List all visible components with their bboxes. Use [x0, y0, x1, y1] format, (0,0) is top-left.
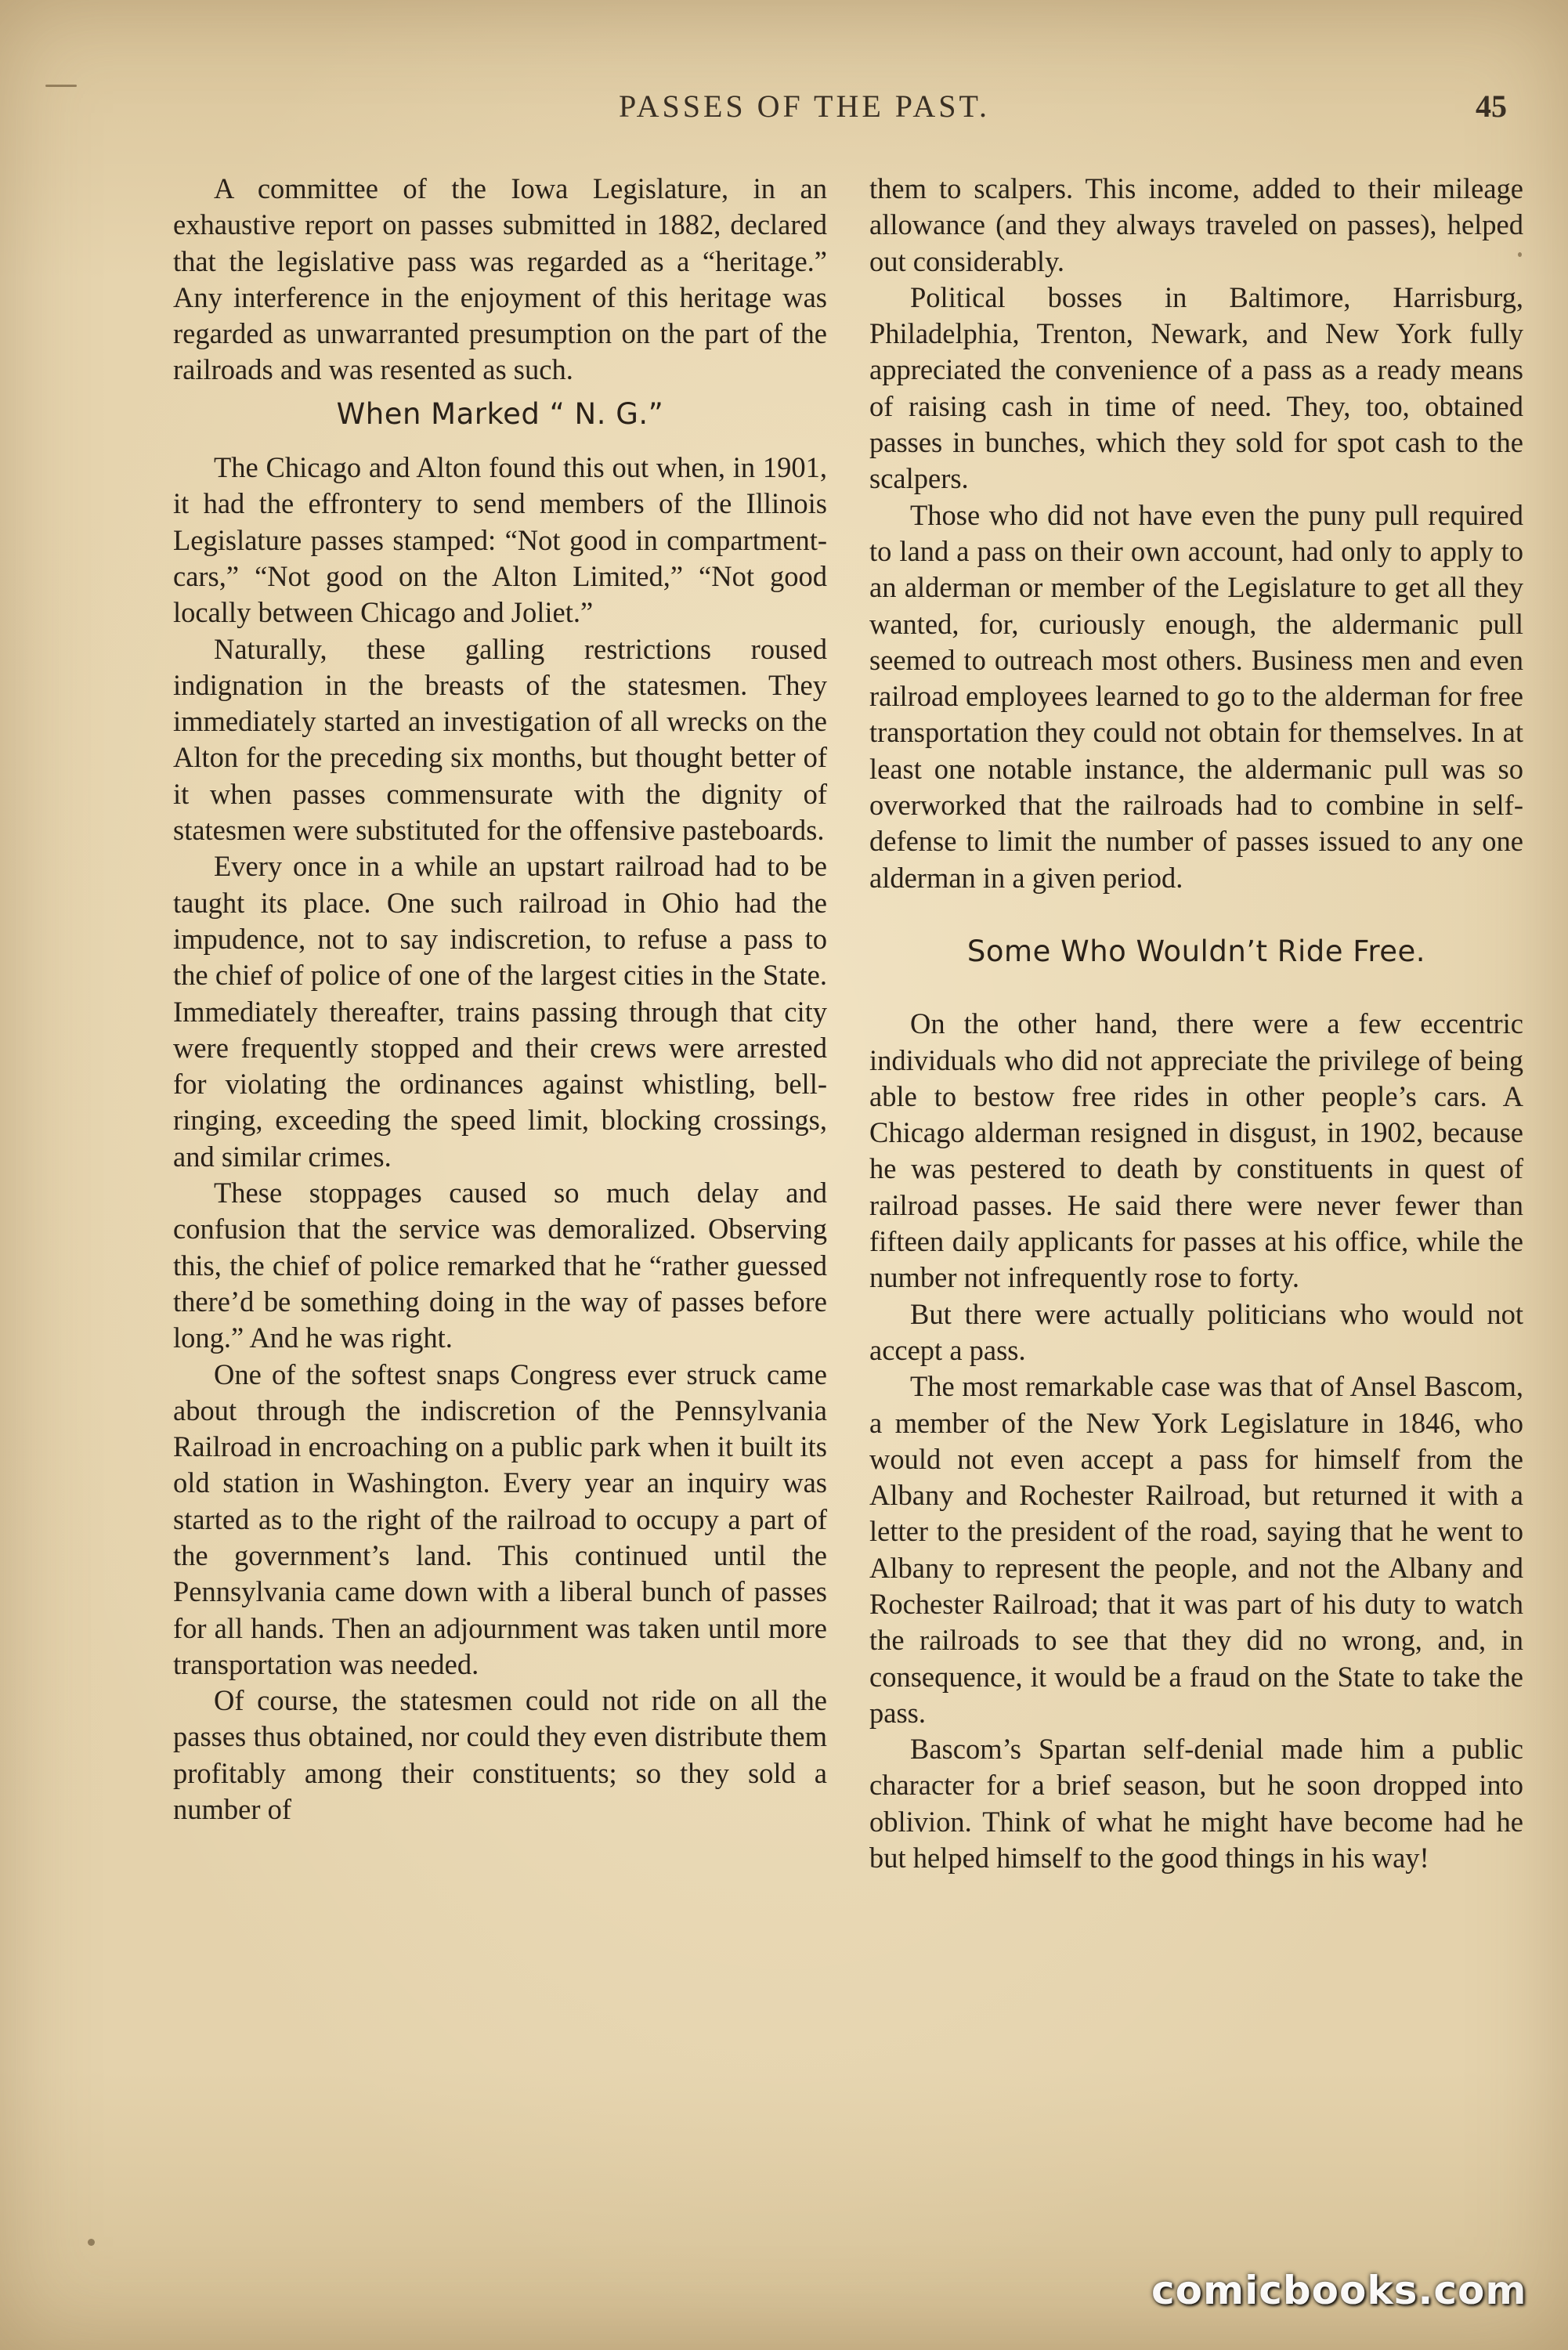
paragraph: Bascom’s Spartan self-denial made him a public character for a brief season, but he soon dropped into oblivion. Think of what he might have become had he but helped himself to the good things in his way!	[869, 1733, 1523, 1875]
paragraph: On the other hand, there were a few eccentric individuals who did not appreciate the privilege of being able to bestow free rides in other people’s cars. A Chicago alderman resigned in disgust, in 1902, because he was pestered to death by constituents in quest of railroad passes. He said there were never fewer than fifteen daily applicants for passes at his office, while the number not infrequently rose to forty.	[869, 1007, 1523, 1294]
paragraph: Naturally, these galling restrictions roused indignation in the breasts of the statesmen. They immediately started an investigation of all wrecks on the Alton for the preceding six months, but thought better of it when passes commensurate with the dignity of statesmen were substituted for the offensive pasteboards.	[173, 632, 827, 847]
paragraph: One of the softest snaps Congress ever struck came about through the indiscretion of the Pennsylvania Railroad in encroaching on a public park when it built its old station in Washington. Every year an inquiry was started as to the right of the railroad to occupy a part of the government’s land. This continued until the Pennsylvania came down with a liberal bunch of passes for all hands. Then an adjournment was taken until more transportation was needed.	[173, 1358, 827, 1680]
section-heading-some-who-wouldnt-ride-free: Some Who Wouldn’t Ride Free.	[966, 934, 1426, 968]
paragraph: Political bosses in Baltimore, Harrisburg, Philadelphia, Trenton, Newark, and New York fully appreciated the convenience of a pass as a ready means of raising cash in time of need. They, too, obtained passes in bunches, which they sold for spot cash to the scalpers.	[869, 280, 1523, 495]
ink-speck	[45, 85, 77, 87]
paragraph: But there were actually politicians who would not accept a pass.	[869, 1297, 1523, 1366]
paragraph: Of course, the statesmen could not ride on all the passes thus obtained, nor could they even distribute them profitably among their constituents; so they sold a number of	[173, 1684, 827, 1826]
right-column	[869, 171, 1523, 1876]
left-column	[173, 171, 827, 1828]
running-title: PASSES OF THE PAST.	[619, 89, 990, 124]
ink-speck	[88, 2239, 95, 2246]
paragraph: These stoppages caused so much delay and confusion that the service was demoralized. Observing this, the chief of police remarked that he “rather guessed there’d be something doing in the way of passes before long.” And he was right.	[173, 1177, 827, 1354]
section-heading-when-marked-ng: When Marked “ N. G.”	[336, 396, 664, 431]
running-head	[0, 88, 1568, 135]
watermark: comicbooks.com	[1151, 2268, 1527, 2313]
ink-speck	[1518, 252, 1522, 257]
paragraph: The most remarkable case was that of Ansel Bascom, a member of the New York Legislature in 1846, who would not even accept a pass for himself from the Albany and Rochester Railroad, but returned it with a letter to the president of the road, saying that he went to Albany to represent the people, and not the Albany and Rochester Railroad; that it was part of his duty to watch the railroads to see that they did no wrong, and, in consequence, it would be a fraud on the State to take the pass.	[869, 1370, 1523, 1729]
paragraph-continued: them to scalpers. This income, added to their mileage allowance (and they always traveled on passes), helped out considerably.	[869, 172, 1523, 277]
paragraph: A committee of the Iowa Legislature, in an exhaustive report on passes submitted in 1882, declared that the legislative pass was regarded as a “heritage.” Any interference in the enjoyment of this heritage was regarded as unwarranted presumption on the part of the railroads and was resented as such.	[173, 172, 827, 386]
paragraph: Those who did not have even the puny pull required to land a pass on their own account, had only to apply to an alderman or member of the Legislature to get all they wanted, for, curiously enough, the aldermanic pull seemed to outreach most others. Business men and even railroad employees learned to go to the alderman for free transportation they could not obtain for themselves. In at least one notable instance, the aldermanic pull was so overworked that the railroads had to combine in self-defense to limit the number of passes issued to any one alderman in a given period.	[869, 498, 1523, 894]
paragraph: Every once in a while an upstart railroad had to be taught its place. One such railroad in Ohio had the impudence, not to say indiscretion, to refuse a pass to the chief of police of one of the largest cities in the State. Immediately thereafter, trains passing through that city were frequently stopped and their crews were arrested for violating the ordinances against whistling, bell-ringing, exceeding the speed limit, blocking crossings, and similar crimes.	[173, 850, 827, 1173]
paragraph: The Chicago and Alton found this out when, in 1901, it had the effrontery to send members of the Illinois Legislature passes stamped: “Not good in compartment-cars,” “Not good on the Alton Limited,” “Not good locally between Chicago and Joliet.”	[173, 451, 827, 629]
page-number: 45	[1476, 89, 1507, 124]
